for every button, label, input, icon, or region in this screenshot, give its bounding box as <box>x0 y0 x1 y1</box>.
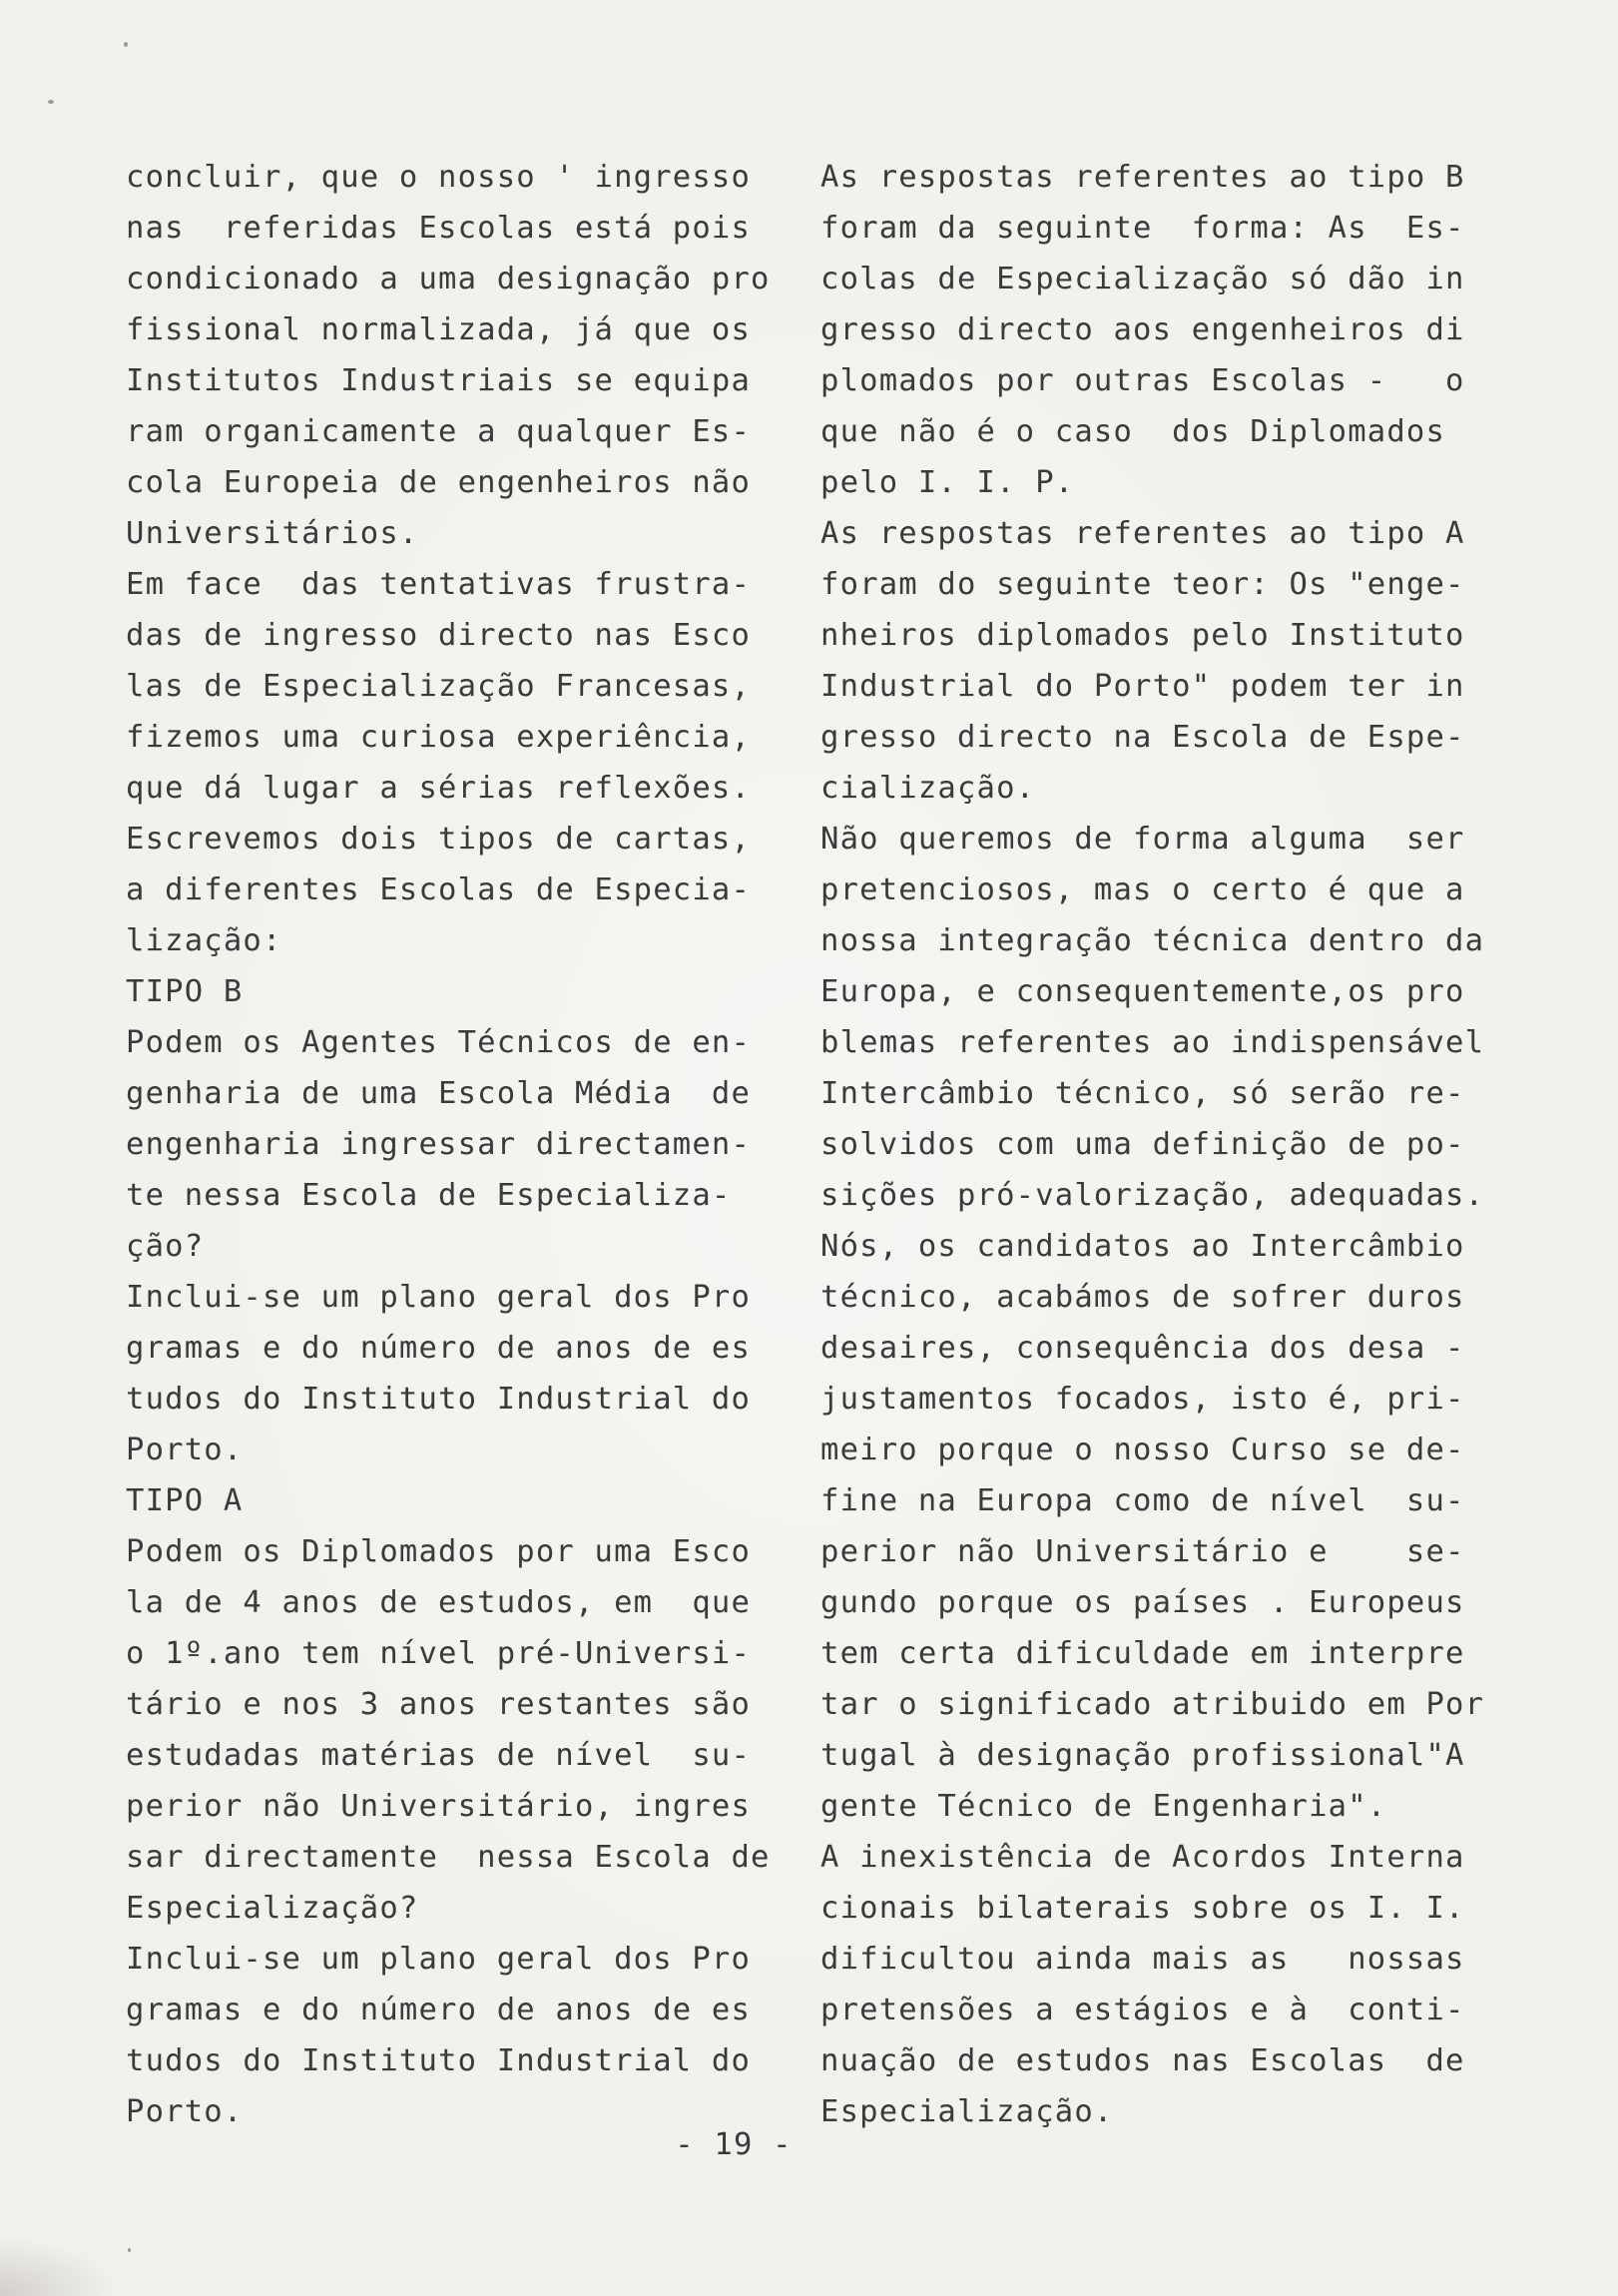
text-line: técnico, acabámos de sofrer duros <box>820 1280 1465 1315</box>
text-line: Podem os Diplomados por uma Esco <box>126 1534 752 1569</box>
text-line: las de Especialização Francesas, <box>126 669 752 704</box>
text-line: te nessa Escola de Especializa- <box>126 1178 732 1213</box>
text-line: perior não Universitário, ingres <box>126 1789 752 1824</box>
text-line: que dá lugar a sérias reflexões. <box>126 771 752 806</box>
text-line: meiro porque o nosso Curso se de- <box>820 1433 1465 1467</box>
text-line: plomados por outras Escolas - o <box>820 363 1465 398</box>
text-line: gramas e do número de anos de es <box>126 1993 752 2027</box>
text-line: Não queremos de forma alguma ser <box>820 822 1465 857</box>
text-line: gramas e do número de anos de es <box>126 1331 752 1366</box>
text-line: gundo porque os países . Europeus <box>820 1585 1465 1620</box>
text-line: Porto. <box>126 1433 244 1467</box>
text-line: tudos do Instituto Industrial do <box>126 1382 752 1417</box>
text-line: pelo I. I. P. <box>820 465 1075 500</box>
text-line: das de ingresso directo nas Esco <box>126 618 752 653</box>
text-line: As respostas referentes ao tipo A <box>820 516 1465 551</box>
text-line: lização: <box>126 923 282 958</box>
text-line: nossa integração técnica dentro da <box>820 923 1485 958</box>
text-line: tar o significado atribuido em Por <box>820 1687 1485 1722</box>
text-line: Institutos Industriais se equipa <box>126 363 752 398</box>
text-line: Industrial do Porto" podem ter in <box>820 669 1465 704</box>
text-line: TIPO B <box>126 974 244 1009</box>
text-line: blemas referentes ao indispensável <box>820 1025 1485 1060</box>
text-line: genharia de uma Escola Média de <box>126 1076 752 1111</box>
text-line: fizemos uma curiosa experiência, <box>126 720 752 755</box>
text-line: Porto. <box>126 2094 244 2129</box>
text-line: cionais bilaterais sobre os I. I. <box>820 1891 1465 1926</box>
text-line: concluir, que o nosso ' ingresso <box>126 160 752 195</box>
text-line: condicionado a uma designação pro <box>126 262 771 296</box>
text-line: a diferentes Escolas de Especia- <box>126 872 752 907</box>
text-line: gente Técnico de Engenharia". <box>820 1789 1387 1824</box>
text-line: gresso directo aos engenheiros di <box>820 312 1465 347</box>
text-line: solvidos com uma definição de po- <box>820 1127 1465 1162</box>
left-text-column <box>126 152 814 2137</box>
text-line: foram do seguinte teor: Os "enge- <box>820 567 1465 602</box>
text-line: gresso directo na Escola de Espe- <box>820 720 1465 755</box>
paper-speck <box>124 42 128 47</box>
text-line: nheiros diplomados pelo Instituto <box>820 618 1465 653</box>
text-line: fine na Europa como de nível su- <box>820 1483 1465 1518</box>
page-corner-shadow <box>0 2236 120 2296</box>
text-line: foram da seguinte forma: As Es- <box>820 211 1465 246</box>
text-line: engenharia ingressar directamen- <box>126 1127 752 1162</box>
text-line: Nós, os candidatos ao Intercâmbio <box>820 1229 1465 1264</box>
text-line: colas de Especialização só dão in <box>820 262 1465 296</box>
text-line: estudadas matérias de nível su- <box>126 1738 752 1773</box>
text-line: Especialização. <box>820 2094 1114 2129</box>
text-line: tário e nos 3 anos restantes são <box>126 1687 752 1722</box>
text-line: As respostas referentes ao tipo B <box>820 160 1465 195</box>
text-line: dificultou ainda mais as nossas <box>820 1942 1465 1977</box>
text-line: cola Europeia de engenheiros não <box>126 465 752 500</box>
text-line: Europa, e consequentemente,os pro <box>820 974 1465 1009</box>
text-line: ção? <box>126 1229 205 1264</box>
text-line: cialização. <box>820 771 1036 806</box>
text-line: ram organicamente a qualquer Es- <box>126 414 752 449</box>
text-line: fissional normalizada, já que os <box>126 312 752 347</box>
page-number: - 19 - <box>675 2127 793 2162</box>
paper-speck <box>128 2248 131 2252</box>
text-line: A inexistência de Acordos Interna <box>820 1840 1465 1875</box>
text-line: Universitários. <box>126 516 419 551</box>
text-line: Escrevemos dois tipos de cartas, <box>126 822 752 857</box>
text-line: tugal à designação profissional"A <box>820 1738 1465 1773</box>
text-line: nas referidas Escolas está pois <box>126 211 752 246</box>
text-line: pretensões a estágios e à conti- <box>820 1993 1465 2027</box>
right-text-column <box>820 152 1509 2137</box>
text-line: o 1º.ano tem nível pré-Universi- <box>126 1636 752 1671</box>
text-line: justamentos focados, isto é, pri- <box>820 1382 1465 1417</box>
text-line: nuação de estudos nas Escolas de <box>820 2043 1465 2078</box>
text-line: tem certa dificuldade em interpre <box>820 1636 1465 1671</box>
text-line: Inclui-se um plano geral dos Pro <box>126 1280 752 1315</box>
text-line: perior não Universitário e se- <box>820 1534 1465 1569</box>
text-line: pretenciosos, mas o certo é que a <box>820 872 1465 907</box>
text-line: Intercâmbio técnico, só serão re- <box>820 1076 1465 1111</box>
text-line: la de 4 anos de estudos, em que <box>126 1585 752 1620</box>
text-line: sar directamente nessa Escola de <box>126 1840 771 1875</box>
text-line: TIPO A <box>126 1483 244 1518</box>
text-line: que não é o caso dos Diplomados <box>820 414 1446 449</box>
text-line: tudos do Instituto Industrial do <box>126 2043 752 2078</box>
paper-speck <box>48 100 54 104</box>
text-line: desaires, consequência dos desa - <box>820 1331 1465 1366</box>
text-line: Em face das tentativas frustra- <box>126 567 752 602</box>
text-line: Especialização? <box>126 1891 419 1926</box>
text-line: Podem os Agentes Técnicos de en- <box>126 1025 752 1060</box>
text-line: sições pró-valorização, adequadas. <box>820 1178 1485 1213</box>
text-line: Inclui-se um plano geral dos Pro <box>126 1942 752 1977</box>
